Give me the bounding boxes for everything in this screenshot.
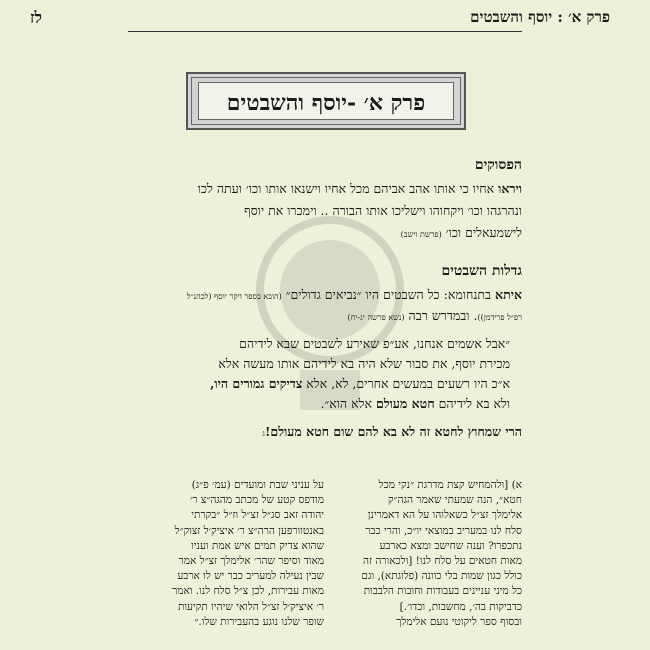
footnote-left-line: מאוד וסיפר שהר׳ אלימלך זצ״ל אמר	[178, 555, 324, 568]
verse-line-2: ונהרגהו וכו׳ ויקחוהו וישליכו אותו הבורה .. וימכרו את יוסף	[244, 203, 522, 218]
verse-source: (פרשת וישב)	[400, 230, 442, 239]
footnote-left-line: שבין נעילה למעריב כבר יש לו ארבע	[177, 570, 324, 583]
footnotes-right-column	[328, 478, 522, 630]
verse-line-3	[128, 225, 522, 241]
quote-line-3-text: א״כ היו רשעים במעשים אחרים, לא, אלא	[302, 376, 510, 391]
verse-line-1-text: אחיו כי אותו אהב אביהם מכל אחיו וישנאו אותו וכו׳ ועתה לכו	[197, 181, 499, 196]
greatness-source-2: רפ״ל פרידמן))	[477, 313, 522, 322]
conclusion-footnote-ref: ג	[262, 429, 265, 438]
quote-line-4-text: ולא בא לידיהם	[434, 396, 510, 411]
conclusion-text: הרי שמחוץ לחטא זה	[415, 424, 522, 439]
section-heading-verses: הפסוקים	[474, 157, 522, 173]
greatness-source-3: (נשא פרשה יג-יח)	[347, 313, 405, 322]
section-heading-greatness: גדלות השבטים	[441, 263, 522, 279]
running-title: פרק א׳ : יוסף והשבטים	[470, 8, 610, 26]
footnote-right-line: סלח לנו במעריב במוצאי יו״כ, והרי כבר	[365, 524, 522, 537]
quote-line-4-emphasis: חטא מעולם	[375, 396, 435, 411]
verse-line-1	[128, 181, 522, 197]
footnote-left-line: ר׳ איציק׳ל זצ״ל הלואי שיהיו תקיעות	[177, 600, 324, 613]
quote-line-2: מכירת יוסף, את סבור שלא היה בא לידיהם אותו מעשה אלא	[218, 356, 510, 371]
footnote-left-line: באנטוורפען הרה״צ ר׳ איציק׳ל זצוק״ל	[174, 524, 324, 537]
page-header	[30, 6, 610, 30]
footnote-right-line: א) [ולהמחיש קצת מדרגת ״נקי מכל	[378, 479, 522, 491]
quote-line-3-emphasis: צדיקים גמורים היו,	[210, 376, 303, 391]
chapter-title: פרק א׳ -יוסף והשבטים	[198, 82, 454, 120]
footnote-left-line: שופר שלנו נוגע בהעבירות שלו.״	[194, 615, 324, 628]
quote-line-4	[140, 396, 510, 412]
quote-line-4-end: אלא הוא״.	[320, 396, 376, 411]
verse-line-3-text: לישמעאלים וכו׳	[445, 225, 522, 240]
header-rule	[128, 31, 522, 32]
footnote-right-line: כדביקות בה׳, מחשבות, וכדו׳.]	[399, 600, 522, 613]
footnotes-left-column	[130, 478, 324, 630]
greatness-line-2-text: . ובמדרש רבה	[404, 308, 478, 323]
verse-line-1-lead: ויראו	[498, 181, 522, 196]
footnote-left-line: על עניני שבת ומועדים (עמ׳ פ״ג)	[191, 479, 324, 491]
greatness-source-1: (הובא בספר ויקר יוסף (לכהנ״ל	[186, 292, 282, 301]
conclusion-emphasis: לא בא להם שום חטא מעולם!	[264, 424, 416, 439]
greatness-line-1-lead: איתא	[495, 287, 522, 302]
footnote-right-line: כולל כגון שמות בלי כוונה (פלוגתא), וגם	[361, 570, 522, 583]
footnote-left-line: מאות עבירות, לכן צ״ל סלח לנו. ואמר	[172, 585, 324, 598]
footnote-right-line: אלימלך זצ״ל כשאלוהו על הא דאמרינן	[367, 509, 522, 522]
greatness-line-1-text: בתנחומא: כל השבטים היו ״נביאים גדולים״	[281, 287, 496, 302]
quote-line-1: ״אבל אשמים אנחנו, אע״פ שאירע לשבטים שבא לידיהם	[239, 336, 510, 351]
footnote-left-line: מודפס קטע של מכתב מהגה״צ ר׳	[189, 494, 324, 507]
greatness-line-1	[128, 287, 522, 303]
footnote-left-line: שהוא צדיק תמים איש אמת ועניו	[191, 539, 324, 552]
greatness-line-2	[128, 308, 522, 324]
footnote-right-line: מאות חטאים על סלח לנו! [ולכאורה זה	[363, 555, 522, 568]
footnote-right-line: נתכפרו? וענה שחישב ומצא כארבע	[379, 539, 522, 552]
footnote-left-line: יהודה זאב סג״ל זצ״ל וז״ל ״בקרתי	[191, 509, 324, 522]
page-number: לז	[30, 8, 42, 27]
chapter-title-frame	[186, 72, 466, 130]
footnote-right-line: כל מיני עניינים בעבודות וחובות הלבבות	[363, 585, 522, 598]
conclusion-line	[128, 424, 522, 440]
footnote-right-line: ובסוף ספר ליקוטי נועם אלימלך	[396, 615, 522, 628]
quote-line-3	[140, 376, 510, 392]
footnote-right-line: חטא״, הנה שמעתי שאמר הגה״ק	[387, 494, 522, 507]
